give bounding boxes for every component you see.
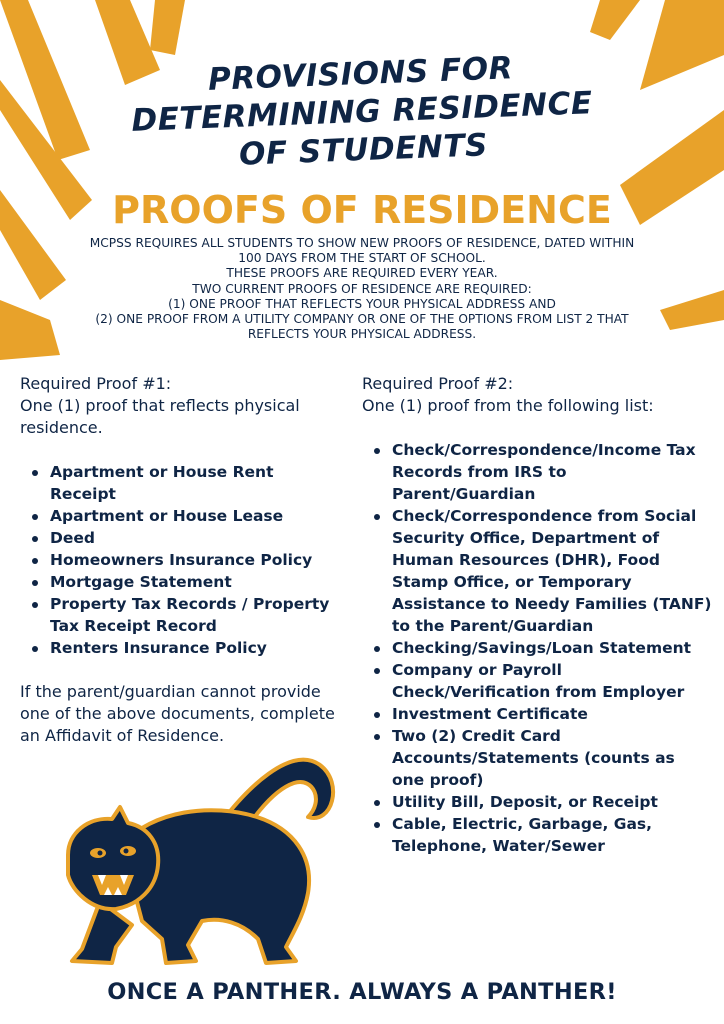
list-item-text: Check/Correspondence/Income Tax Records from IRS to Parent/Guardian	[392, 441, 696, 503]
list-item	[20, 505, 342, 527]
title-line: DETERMINING RESIDENCE	[130, 85, 594, 139]
proof1-column	[20, 373, 342, 747]
proof1-heading: Required Proof #1:	[20, 374, 172, 393]
section-subtitle: PROOFS OF RESIDENCE	[112, 188, 612, 232]
list-item-text: Renters Insurance Policy	[50, 639, 267, 657]
list-item	[20, 461, 342, 505]
bullet-icon	[374, 668, 380, 674]
list-item	[20, 637, 342, 659]
list-item-text: Two (2) Credit Card Accounts/Statements (counts as one proof)	[392, 727, 675, 789]
list-item-text: Apartment or House Lease	[50, 507, 284, 525]
bullet-icon	[32, 602, 38, 608]
list-item	[362, 637, 712, 659]
list-item-text: Investment Certificate	[392, 705, 588, 723]
bullet-icon	[374, 734, 380, 740]
intro-line: (1) ONE PROOF THAT REFLECTS YOUR PHYSICAL ADDRESS AND	[168, 296, 556, 311]
list-item-text: Mortgage Statement	[50, 573, 232, 591]
intro-line: MCPSS REQUIRES ALL STUDENTS TO SHOW NEW PROOFS OF RESIDENCE, DATED WITHIN	[89, 236, 635, 250]
bullet-icon	[374, 712, 380, 718]
page-title	[78, 44, 646, 180]
list-item-text: Homeowners Insurance Policy	[50, 551, 313, 569]
list-item	[362, 659, 712, 703]
bullet-icon	[32, 470, 38, 476]
footer-slogan: ONCE A PANTHER. ALWAYS A PANTHER!	[107, 979, 617, 1005]
bullet-icon	[374, 646, 380, 652]
bullet-icon	[32, 646, 38, 652]
intro-text	[70, 236, 654, 342]
list-item	[20, 549, 342, 571]
list-item-text: Cable, Electric, Garbage, Gas, Telephone, Water/Sewer	[392, 815, 653, 855]
list-item	[362, 703, 712, 725]
bullet-icon	[32, 580, 38, 586]
list-item	[20, 527, 342, 549]
proof2-list	[362, 439, 712, 857]
affidavit-note: If the parent/guardian cannot provide one of the above documents, complete an Affidavit of Residence.	[20, 682, 335, 745]
list-item-text: Check/Correspondence from Social Security Office, Department of Human Resources (DHR), Food Stamp Office, or Temporary Assistance to Needy Families (TANF) to the Parent/Guardian	[392, 507, 712, 635]
list-item-text: Company or Payroll Check/Verification from Employer	[392, 661, 685, 701]
proof2-heading: Required Proof #2:	[362, 374, 514, 393]
list-item	[362, 813, 712, 857]
bullet-icon	[32, 536, 38, 542]
intro-line: REFLECTS YOUR PHYSICAL ADDRESS.	[247, 327, 477, 342]
list-item-text: Property Tax Records / Property Tax Receipt Record	[50, 595, 330, 635]
panther-mascot-icon	[62, 725, 352, 975]
list-item-text: Deed	[50, 529, 95, 547]
bullet-icon	[374, 448, 380, 454]
list-item	[362, 725, 712, 791]
list-item-text: Apartment or House Rent Receipt	[50, 463, 274, 503]
intro-line: TWO CURRENT PROOFS OF RESIDENCE ARE REQUIRED:	[192, 281, 532, 296]
list-item	[362, 505, 712, 637]
list-item	[20, 571, 342, 593]
bullet-icon	[374, 800, 380, 806]
intro-line: (2) ONE PROOF FROM A UTILITY COMPANY OR ONE OF THE OPTIONS FROM LIST 2 THAT	[95, 312, 629, 327]
list-item	[362, 439, 712, 505]
intro-line: THESE PROOFS ARE REQUIRED EVERY YEAR.	[226, 266, 498, 281]
proof1-description: One (1) proof that reflects physical residence.	[20, 396, 300, 437]
list-item	[362, 791, 712, 813]
list-item-text: Checking/Savings/Loan Statement	[392, 639, 692, 657]
title-line: PROVISIONS FOR	[207, 50, 514, 98]
proof2-column	[362, 373, 712, 857]
bullet-icon	[374, 822, 380, 828]
list-item-text: Utility Bill, Deposit, or Receipt	[392, 793, 658, 811]
proof2-description: One (1) proof from the following list:	[362, 396, 654, 415]
list-item	[20, 593, 342, 637]
intro-line: 100 DAYS FROM THE START OF SCHOOL.	[238, 251, 486, 266]
bullet-icon	[32, 514, 38, 520]
title-line: OF STUDENTS	[238, 127, 489, 173]
bullet-icon	[32, 558, 38, 564]
bullet-icon	[374, 514, 380, 520]
proof1-list	[20, 461, 342, 659]
